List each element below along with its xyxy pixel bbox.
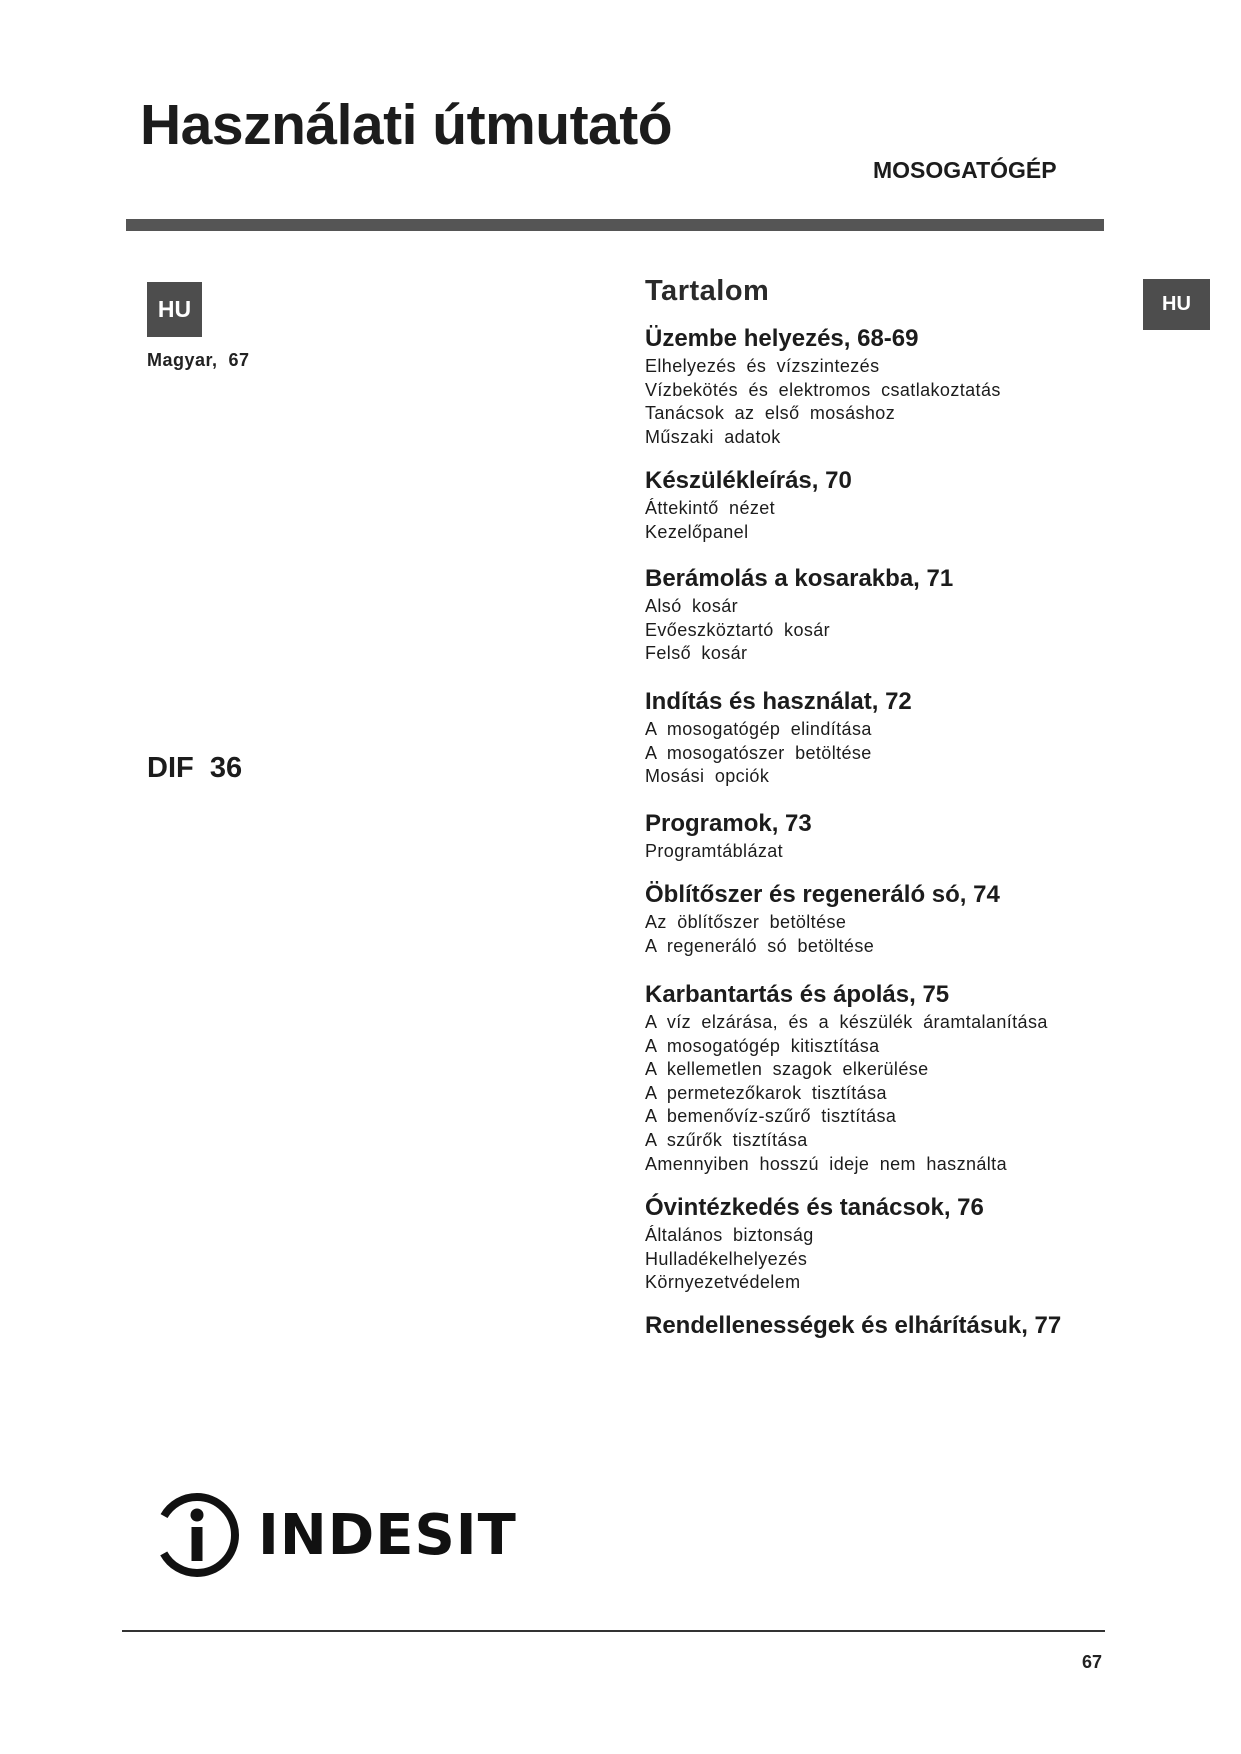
toc-item: A regeneráló só betöltése [645,935,875,956]
top-divider [126,219,1104,231]
toc-item: Evőeszköztartó kosár [645,619,831,640]
toc-heading: Berámolás a kosarakba, 71 [645,565,954,592]
language-badge: HU [147,282,202,337]
page-number: 67 [1082,1652,1103,1672]
toc-item: A mosogatógép kitisztítása [645,1035,880,1056]
toc-item: Műszaki adatok [645,426,781,447]
toc-item: Kezelőpanel [645,521,749,542]
language-page-reference: Magyar, 67 [147,350,250,370]
toc-section [645,979,1048,1176]
toc-item: Vízbekötés és elektromos csatlakoztatás [645,379,1001,400]
toc-section [645,1192,984,1295]
toc-section [645,879,1000,958]
toc-heading: Rendellenességek és elhárításuk, 77 [645,1312,1062,1339]
toc-item: A mosogatógép elindítása [645,719,872,739]
toc-item: A kellemetlen szagok elkerülése [645,1059,929,1080]
toc-item: Az öblítőszer betöltése [645,912,847,932]
toc-heading: Üzembe helyezés, 68-69 [645,325,919,352]
toc-item: Környezetvédelem [645,1272,801,1293]
toc-section [645,323,1001,449]
brand-wordmark: INDESIT [258,1502,517,1568]
toc-item: Mosási opciók [645,766,770,787]
toc-section [645,1310,1061,1342]
toc-item: Programtáblázat [645,841,784,861]
toc-item: Tanácsok az első mosáshoz [645,403,896,424]
toc-item: Hulladékelhelyezés [645,1248,808,1269]
toc-heading: Óvintézkedés és tanácsok, 76 [645,1194,984,1221]
toc-item: Áttekintő nézet [645,498,776,518]
page-title: Használati útmutató [140,93,673,157]
toc-section [645,808,812,864]
bottom-divider [122,1630,1105,1632]
toc-title: Tartalom [645,275,770,307]
toc-item: A mosogatószer betöltése [645,742,872,763]
toc-heading: Programok, 73 [645,810,812,837]
toc-section [645,686,912,789]
toc-item: Alsó kosár [645,596,739,616]
toc-item: Általános biztonság [645,1225,814,1245]
toc-item: A víz elzárása, és a készülék áramtalanítása [645,1012,1048,1032]
product-category: MOSOGATÓGÉP [873,157,1057,183]
indesit-info-icon [152,1490,242,1580]
toc-heading: Karbantartás és ápolás, 75 [645,981,950,1008]
toc-item: A szűrők tisztítása [645,1129,808,1150]
toc-item: A permetezőkarok tisztítása [645,1082,887,1103]
toc-item: Elhelyezés és vízszintezés [645,356,880,376]
toc-item: A bemenővíz-szűrő tisztítása [645,1106,897,1127]
language-side-tab: HU [1143,279,1210,330]
toc-section [645,465,852,544]
model-number: DIF 36 [147,752,243,784]
toc-section [645,563,953,666]
toc-heading: Indítás és használat, 72 [645,688,912,715]
toc-heading: Öblítőszer és regeneráló só, 74 [645,881,1000,908]
toc-item: Amennyiben hosszú ideje nem használta [645,1153,1007,1174]
toc-heading: Készülékleírás, 70 [645,467,852,494]
toc-item: Felső kosár [645,643,748,664]
brand-logo [152,1490,517,1580]
